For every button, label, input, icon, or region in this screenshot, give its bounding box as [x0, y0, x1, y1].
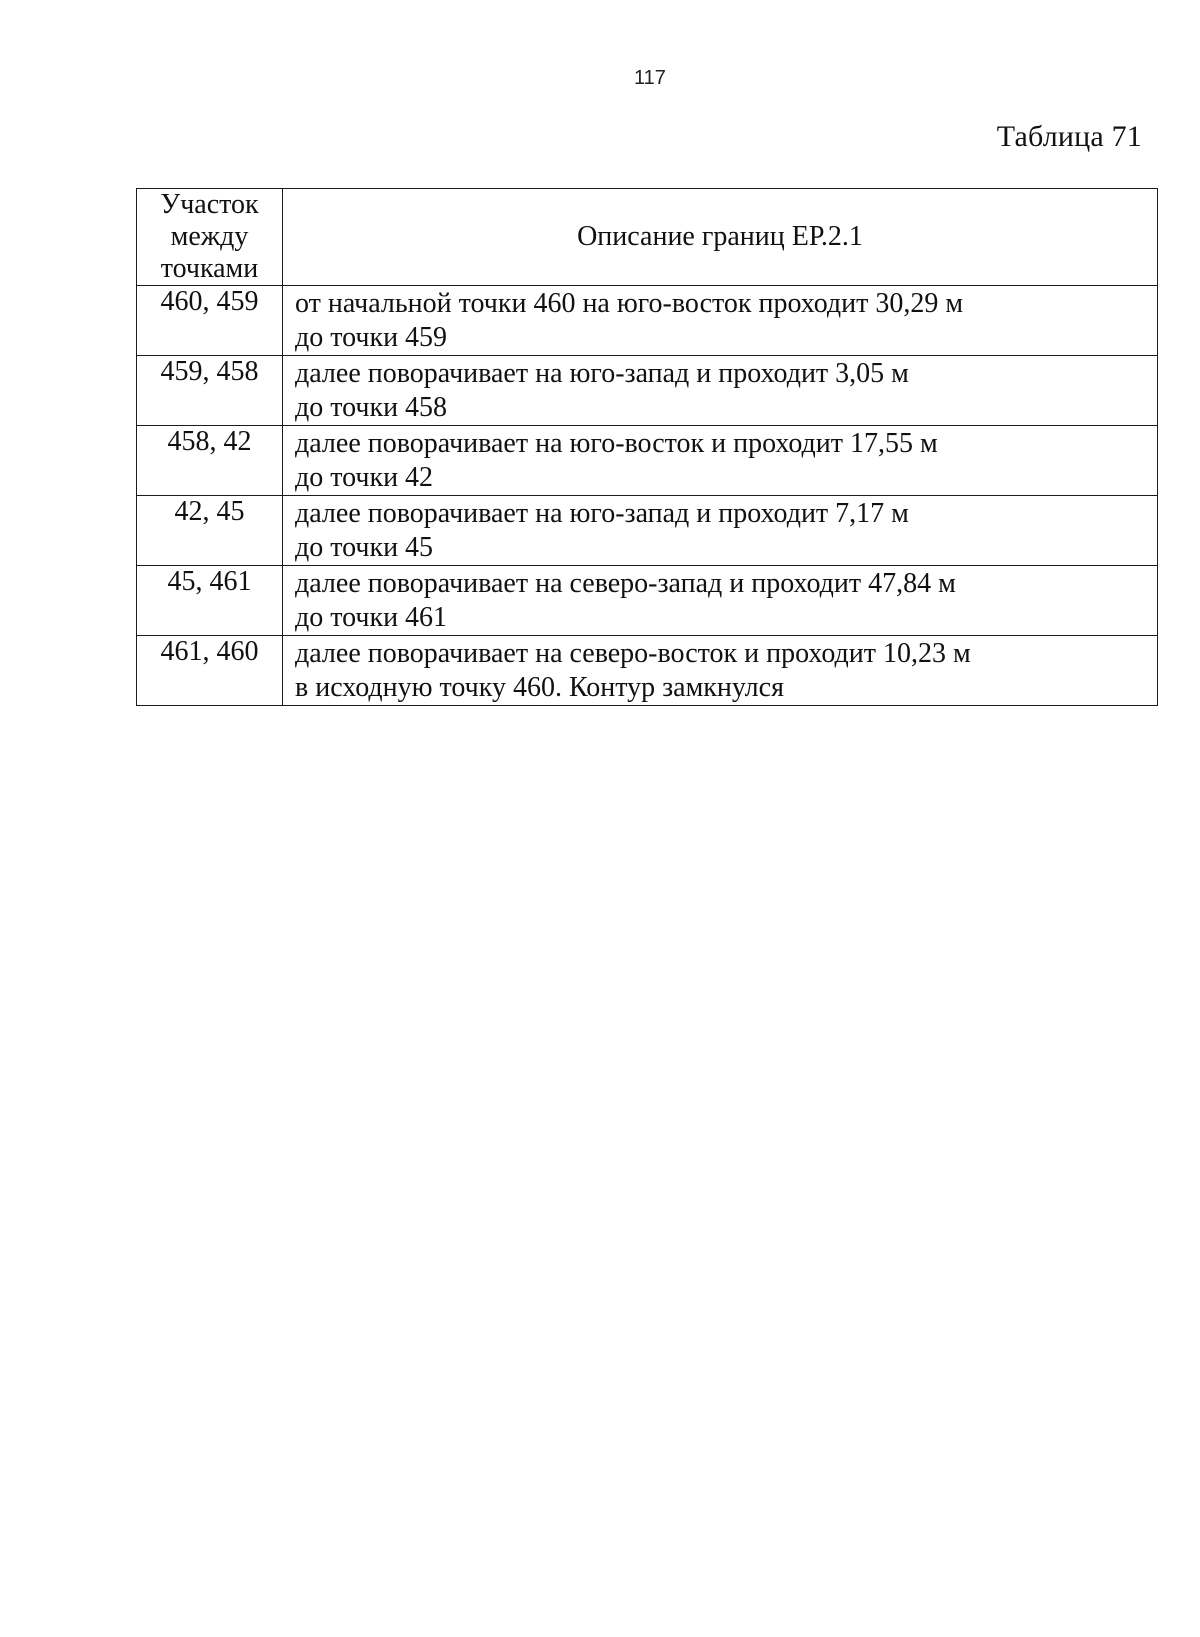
description-line: до точки 45	[295, 532, 434, 563]
description-cell	[283, 426, 1158, 496]
description-line: далее поворачивает на юго-запад и проходит 3,05 м	[295, 358, 909, 389]
header-segment-cell	[137, 189, 283, 286]
segment-cell: 459, 458	[137, 356, 283, 426]
description-line: от начальной точки 460 на юго-восток проходит 30,29 м	[295, 288, 964, 319]
header-segment-line: точками	[160, 253, 259, 284]
description-line: до точки 458	[295, 392, 448, 423]
table-row	[137, 566, 1158, 636]
table-header-row	[137, 189, 1158, 286]
header-segment-line: между	[170, 221, 249, 252]
description-line: далее поворачивает на северо-запад и проходит 47,84 м	[295, 568, 956, 599]
description-line: далее поворачивает на юго-восток и проходит 17,55 м	[295, 428, 938, 459]
segment-cell: 42, 45	[137, 496, 283, 566]
table-row	[137, 286, 1158, 356]
table-row	[137, 426, 1158, 496]
segment-cell: 45, 461	[137, 566, 283, 636]
description-cell	[283, 636, 1158, 706]
description-line: далее поворачивает на юго-запад и проходит 7,17 м	[295, 498, 909, 529]
table-row	[137, 496, 1158, 566]
description-line: до точки 42	[295, 462, 434, 493]
segment-cell: 460, 459	[137, 286, 283, 356]
description-line: до точки 459	[295, 322, 448, 353]
page-number: 117	[634, 67, 666, 89]
segment-cell: 461, 460	[137, 636, 283, 706]
header-description-cell: Описание границ ЕР.2.1	[283, 189, 1158, 286]
description-cell	[283, 566, 1158, 636]
segment-cell: 458, 42	[137, 426, 283, 496]
boundary-table	[136, 188, 1158, 706]
header-segment-line: Участок	[160, 189, 259, 220]
table-row	[137, 356, 1158, 426]
description-line: далее поворачивает на северо-восток и проходит 10,23 м	[295, 638, 971, 669]
description-line: в исходную точку 460. Контур замкнулся	[295, 672, 784, 703]
description-line: до точки 461	[295, 602, 448, 633]
table-caption: Таблица 71	[996, 120, 1142, 153]
table-row	[137, 636, 1158, 706]
description-cell	[283, 286, 1158, 356]
description-cell	[283, 356, 1158, 426]
description-cell	[283, 496, 1158, 566]
